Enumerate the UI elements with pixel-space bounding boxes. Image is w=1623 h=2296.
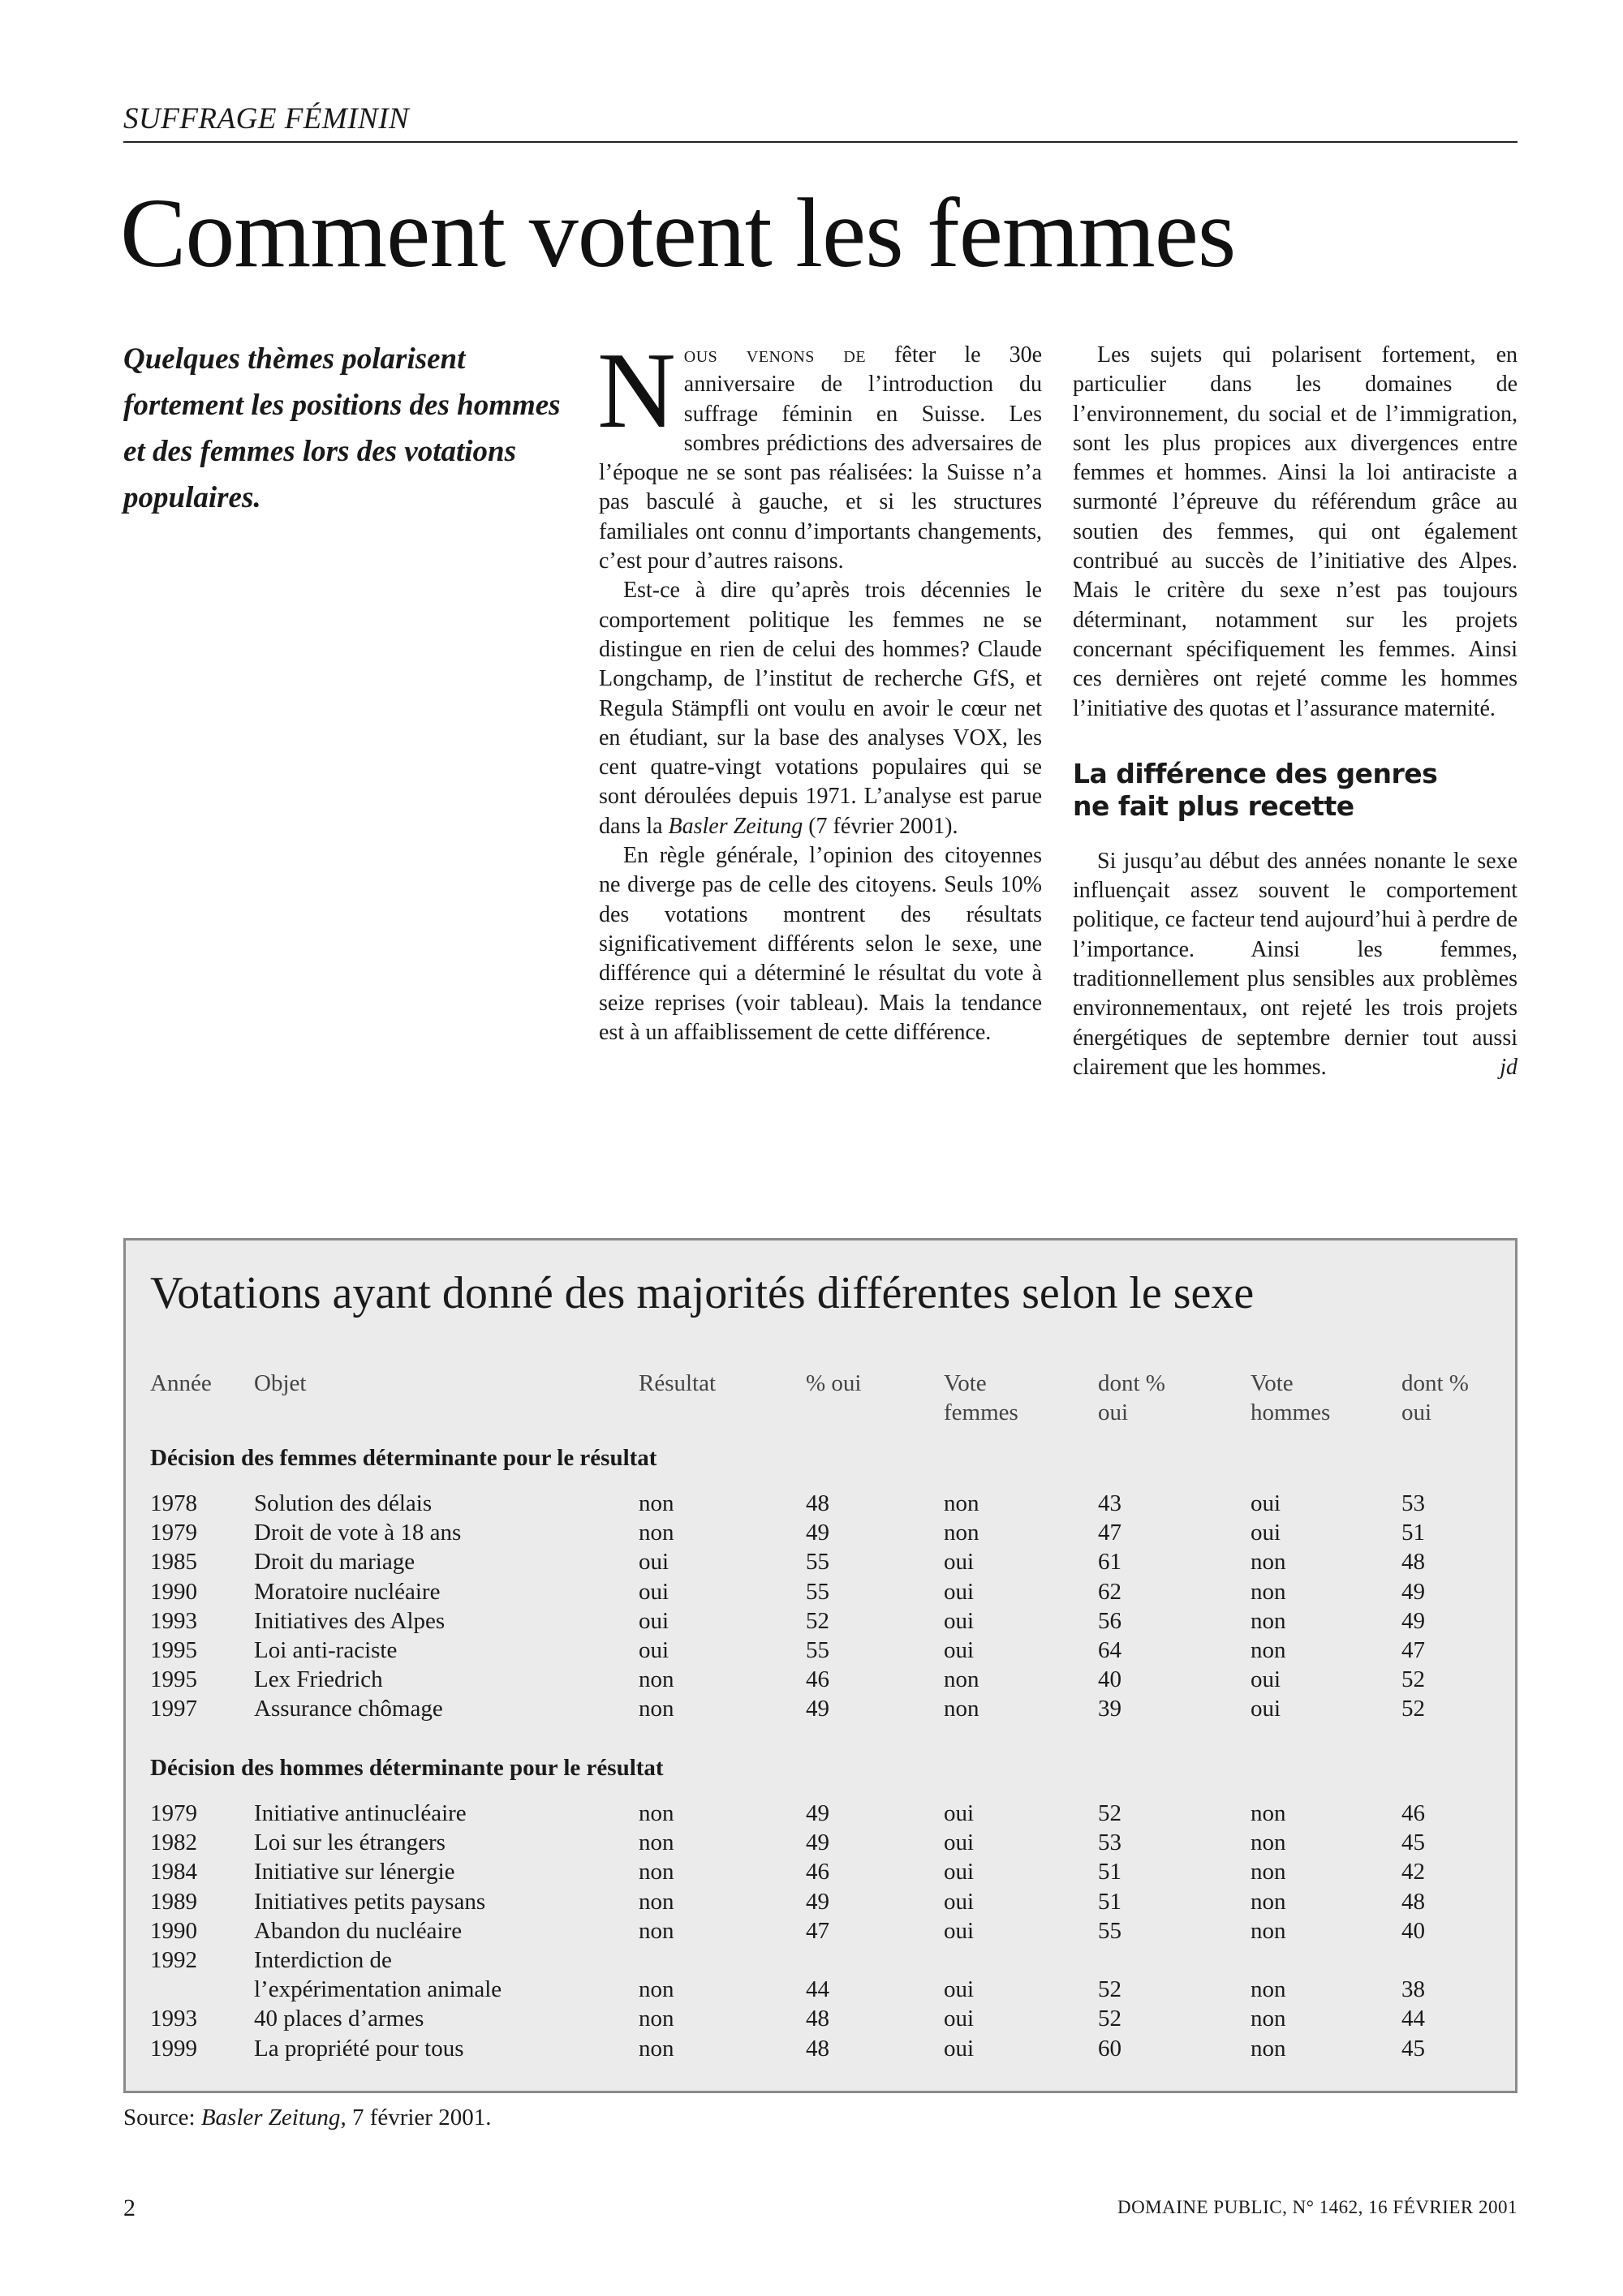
table-cell-vh: oui xyxy=(1251,1666,1281,1693)
source-publication: Basler Zeitung xyxy=(200,2105,341,2130)
table-cell-dh: 49 xyxy=(1401,1607,1425,1634)
table-cell-objet: Interdiction de xyxy=(254,1947,392,1973)
table-cell-dh: 45 xyxy=(1401,1829,1425,1856)
section-heading-femmes: Décision des femmes déterminante pour le résultat xyxy=(150,1445,657,1471)
table-cell-df: 61 xyxy=(1098,1549,1121,1576)
paragraph-1-text: fêter le 30e anniversaire de l’introduction du suffrage féminin en Suisse. Les sombres prédictions des adversaires de l’époque ne se sont pas réalisées: la Suisse n’a pas basculé à gauche, et si les structures familiales ont connu d’importants changements, c’est pour d’autres raisons. xyxy=(599,342,1042,574)
table-cell-vh: non xyxy=(1251,1800,1286,1826)
col-header-vote-hommes-2: hommes xyxy=(1251,1400,1331,1425)
table-cell-objet: Moratoire nucléaire xyxy=(254,1578,441,1605)
table-cell-annee: 1995 xyxy=(150,1666,197,1693)
table-cell-vh: oui xyxy=(1251,1490,1281,1516)
table-cell-dh: 53 xyxy=(1401,1490,1425,1516)
table-cell-objet: Initiative sur lénergie xyxy=(254,1859,455,1885)
table-cell-vf: oui xyxy=(944,1888,975,1915)
article-subheading xyxy=(1073,758,1518,823)
table-cell-objet: Initiatives petits paysans xyxy=(254,1888,486,1915)
table-cell-objet: Lex Friedrich xyxy=(254,1666,383,1693)
table-cell-annee: 1979 xyxy=(150,1520,197,1546)
article-paragraph-5: Si jusqu’au début des années nonante le sexe influençait assez souvent le comportement politique, ce facteur tend aujourd’hui à perdre de l’importance. Ainsi les femmes, traditionnellement plus sensibles aux problèmes environnementaux, ont rejeté les trois projets énergétiques de septembre dernier tout aussi clairement que les hommes. xyxy=(1073,848,1518,1080)
table-cell-resultat: non xyxy=(639,1859,674,1885)
table-cell-dh: 47 xyxy=(1401,1637,1425,1663)
article-paragraph-1 xyxy=(597,330,1042,576)
table-cell-resultat: oui xyxy=(639,1578,669,1605)
table-cell-annee: 1984 xyxy=(150,1859,197,1885)
table-cell-pct: 46 xyxy=(806,1666,829,1693)
table-cell-vf: oui xyxy=(944,1976,975,2003)
table-cell-dh: 46 xyxy=(1401,1800,1425,1826)
table-cell-vf: oui xyxy=(944,2035,975,2062)
table-cell-objet: Droit du mariage xyxy=(254,1549,415,1576)
table-cell-vh: non xyxy=(1251,1607,1286,1634)
table-cell-pct: 52 xyxy=(806,1607,829,1634)
table-cell-vh: non xyxy=(1251,1829,1286,1856)
table-cell-pct: 48 xyxy=(806,1490,829,1516)
table-cell-objet: La propriété pour tous xyxy=(254,2035,464,2062)
table-cell-dh: 48 xyxy=(1401,1549,1425,1576)
table-cell-vh: non xyxy=(1251,2006,1286,2032)
table-cell-pct: 55 xyxy=(806,1578,829,1605)
table-cell-df: 56 xyxy=(1098,1607,1121,1634)
table-cell-dh: 51 xyxy=(1401,1520,1425,1546)
table-cell-vf: oui xyxy=(944,1607,975,1634)
table-cell-df: 52 xyxy=(1098,1800,1121,1826)
table-cell-vf: non xyxy=(944,1520,979,1546)
table-cell-vf: oui xyxy=(944,1578,975,1605)
col-header-annee: Année xyxy=(150,1370,212,1396)
table-cell-resultat: non xyxy=(639,1520,674,1546)
table-cell-vh: oui xyxy=(1251,1696,1281,1722)
table-cell-df: 53 xyxy=(1098,1829,1121,1856)
page-title: Comment votent les femmes xyxy=(120,178,1236,288)
table-cell-vh: oui xyxy=(1251,1520,1281,1546)
article-column-1 xyxy=(597,330,1042,1047)
table-cell-vf: non xyxy=(944,1696,979,1722)
table-cell-dh: 52 xyxy=(1401,1666,1425,1693)
table-cell-resultat: non xyxy=(639,1888,674,1915)
table-cell-annee: 1990 xyxy=(150,1578,197,1605)
table-cell-df: 40 xyxy=(1098,1666,1121,1693)
table-cell-df: 52 xyxy=(1098,2006,1121,2032)
table-cell-annee: 1993 xyxy=(150,1607,197,1634)
table-cell-dh: 42 xyxy=(1401,1859,1425,1885)
source-label: Source: xyxy=(123,2105,201,2130)
col-header-dont-hommes: dont % xyxy=(1401,1370,1469,1396)
table-title: Votations ayant donné des majorités différentes selon le sexe xyxy=(150,1268,1255,1318)
table-cell-objet: Abandon du nucléaire xyxy=(254,1917,463,1944)
table-cell-resultat: non xyxy=(639,1666,674,1693)
table-cell-resultat: oui xyxy=(639,1637,669,1663)
table-cell-vh: non xyxy=(1251,1888,1286,1915)
col-header-objet: Objet xyxy=(254,1370,307,1396)
table-cell-vf: oui xyxy=(944,1637,975,1663)
table-cell-annee: 1997 xyxy=(150,1696,197,1722)
table-cell-dh: 44 xyxy=(1401,2006,1425,2032)
table-cell-dh: 52 xyxy=(1401,1696,1425,1722)
table-cell-pct: 46 xyxy=(806,1859,829,1885)
table-cell-objet: 40 places d’armes xyxy=(254,2006,424,2032)
article-column-2 xyxy=(1073,341,1518,1083)
opening-words: ous venons de xyxy=(683,342,867,368)
article-lead: Quelques thèmes polarisent fortement les positions des hommes et des femmes lors des votations populaires. xyxy=(123,342,561,514)
table-cell-vh: non xyxy=(1251,2035,1286,2062)
table-cell-vh: non xyxy=(1251,1637,1286,1663)
table-cell-annee: 1992 xyxy=(150,1947,197,1973)
table-cell-dh: 48 xyxy=(1401,1888,1425,1915)
newspaper-name: Basler Zeitung xyxy=(668,813,803,839)
table-cell-vf: non xyxy=(944,1490,979,1516)
article-paragraph-4: Les sujets qui polarisent fortement, en particulier dans les domaines de l’environnement, du social et de l’immigration, sont les plus propices aux divergences entre femmes et hommes. Ainsi la loi antiraciste a surmonté l’épreuve du référendum grâce au soutien des femmes, qui ont également contribué au succès de l’initiative des Alpes. Mais le critère du sexe n’est pas toujours déterminant, notamment sur les projets concernant spécifiquement les femmes. Ainsi ces dernières ont rejeté comme les hommes l’initiative des quotas et l’assurance maternité. xyxy=(1073,342,1518,721)
table-cell-resultat: non xyxy=(639,1829,674,1856)
table-cell-annee: 1993 xyxy=(150,2006,197,2032)
table-cell-df: 60 xyxy=(1098,2035,1121,2062)
table-cell-pct: 49 xyxy=(806,1829,829,1856)
table-cell-annee: 1995 xyxy=(150,1637,197,1663)
table-cell-vh: non xyxy=(1251,1578,1286,1605)
table-cell-vf: non xyxy=(944,1666,979,1693)
table-cell-pct: 48 xyxy=(806,2035,829,2062)
paragraph-2-text-b: (7 février 2001). xyxy=(803,813,958,839)
table-cell-pct: 44 xyxy=(806,1976,829,2003)
table-cell-resultat: non xyxy=(639,1917,674,1944)
table-cell-dh: 45 xyxy=(1401,2035,1425,2062)
table-cell-pct: 48 xyxy=(806,2006,829,2032)
table-cell-vh: non xyxy=(1251,1976,1286,2003)
table-cell-resultat: non xyxy=(639,2006,674,2032)
article-paragraph-3: En règle générale, l’opinion des citoyennes ne diverge pas de celle des citoyens. Seuls 10% des votations montrent des résultats significativement différents selon le sexe, une différence qui a déterminé le résultat du vote à seize reprises (voir tableau). Mais la tendance est à un affaiblissement de cette différence. xyxy=(599,843,1042,1045)
table-cell-resultat: non xyxy=(639,1490,674,1516)
table-cell-vh: non xyxy=(1251,1549,1286,1576)
table-cell-vf: oui xyxy=(944,1829,975,1856)
table-source xyxy=(123,2103,491,2132)
drop-cap: N xyxy=(597,330,676,450)
table-cell-objet: Initiatives des Alpes xyxy=(254,1607,446,1634)
table-cell-vf: oui xyxy=(944,1549,975,1576)
table-cell-objet: Droit de vote à 18 ans xyxy=(254,1520,462,1546)
table-cell-df: 52 xyxy=(1098,1976,1121,2003)
table-cell-vf: oui xyxy=(944,1859,975,1885)
table-cell-objet: Loi anti-raciste xyxy=(254,1637,398,1663)
table-cell-dh: 49 xyxy=(1401,1578,1425,1605)
col-header-dont-femmes: dont % xyxy=(1098,1370,1165,1396)
table-cell-resultat: non xyxy=(639,2035,674,2062)
table-cell-df: 51 xyxy=(1098,1859,1121,1885)
col-header-dont-hommes-2: oui xyxy=(1401,1400,1432,1425)
table-cell-df: 39 xyxy=(1098,1696,1121,1722)
table-cell-resultat: oui xyxy=(639,1549,669,1576)
table-cell-pct: 55 xyxy=(806,1549,829,1576)
publication-footer: DOMAINE PUBLIC, N° 1462, 16 FÉVRIER 2001 xyxy=(1117,2197,1518,2217)
col-header-vote-hommes: Vote xyxy=(1251,1370,1294,1396)
table-cell-vh: non xyxy=(1251,1859,1286,1885)
table-cell-vf: oui xyxy=(944,1917,975,1944)
page-number: 2 xyxy=(123,2195,136,2221)
table-cell-resultat: non xyxy=(639,1800,674,1826)
table-cell-df: 55 xyxy=(1098,1917,1121,1944)
table-cell-objet: Loi sur les étrangers xyxy=(254,1829,446,1856)
table-cell-pct: 47 xyxy=(806,1917,829,1944)
subheading-line-2: ne fait plus recette xyxy=(1073,789,1354,822)
table-cell-pct: 49 xyxy=(806,1800,829,1826)
table-cell-df: 62 xyxy=(1098,1578,1121,1605)
table-cell-annee: 1985 xyxy=(150,1549,197,1576)
table-cell-vf: oui xyxy=(944,1800,975,1826)
table-cell-pct: 49 xyxy=(806,1888,829,1915)
table-cell-pct: 55 xyxy=(806,1637,829,1663)
table-cell-dh: 40 xyxy=(1401,1917,1425,1944)
table-cell-annee: 1999 xyxy=(150,2035,197,2062)
table-cell-resultat: non xyxy=(639,1696,674,1722)
table-cell-objet: Solution des délais xyxy=(254,1490,433,1516)
table-cell-objet: l’expérimentation animale xyxy=(254,1976,502,2003)
votes-table xyxy=(123,1238,1518,2093)
table-cell-objet: Initiative antinucléaire xyxy=(254,1800,467,1826)
table-cell-vf: oui xyxy=(944,2006,975,2032)
col-header-vote-femmes: Vote xyxy=(944,1370,987,1396)
table-cell-annee: 1978 xyxy=(150,1490,197,1516)
table-cell-dh: 38 xyxy=(1401,1976,1425,2003)
table-cell-annee: 1990 xyxy=(150,1917,197,1944)
table-cell-annee: 1989 xyxy=(150,1888,197,1915)
source-date: , 7 février 2001. xyxy=(340,2105,492,2130)
table-cell-df: 47 xyxy=(1098,1520,1121,1546)
col-header-vote-femmes-2: femmes xyxy=(944,1400,1018,1425)
col-header-pct-oui: % oui xyxy=(806,1370,862,1396)
table-cell-annee: 1982 xyxy=(150,1829,197,1856)
table-cell-vh: non xyxy=(1251,1917,1286,1944)
table-cell-df: 51 xyxy=(1098,1888,1121,1915)
table-cell-objet: Assurance chômage xyxy=(254,1696,443,1722)
paragraph-2-text-a: Est-ce à dire qu’après trois décennies le comportement politique les femmes ne se distingue en rien de celui des hommes? Claude Longchamp, de l’institut de recherche GfS, et Regula Stämpfli ont voulu en avoir le cœur net en étudiant, sur la base des analyses VOX, les cent quatre-vingt votations populaires qui se sont déroulées depuis 1971. L’analyse est parue dans la xyxy=(599,578,1042,839)
author-signature: jd xyxy=(1500,1055,1518,1081)
table-cell-resultat: non xyxy=(639,1976,674,2003)
table-cell-pct: 49 xyxy=(806,1520,829,1546)
col-header-dont-femmes-2: oui xyxy=(1098,1400,1129,1425)
col-header-resultat: Résultat xyxy=(639,1370,717,1396)
subheading-line-1: La différence des genres xyxy=(1073,757,1438,789)
table-cell-df: 64 xyxy=(1098,1637,1121,1663)
table-cell-resultat: oui xyxy=(639,1607,669,1634)
section-rubric: SUFFRAGE FÉMININ xyxy=(123,101,1518,143)
article-paragraph-2 xyxy=(599,576,1042,841)
table-cell-pct: 49 xyxy=(806,1696,829,1722)
table-cell-df: 43 xyxy=(1098,1490,1121,1516)
table-cell-annee: 1979 xyxy=(150,1800,197,1826)
section-heading-hommes: Décision des hommes déterminante pour le résultat xyxy=(150,1755,664,1781)
